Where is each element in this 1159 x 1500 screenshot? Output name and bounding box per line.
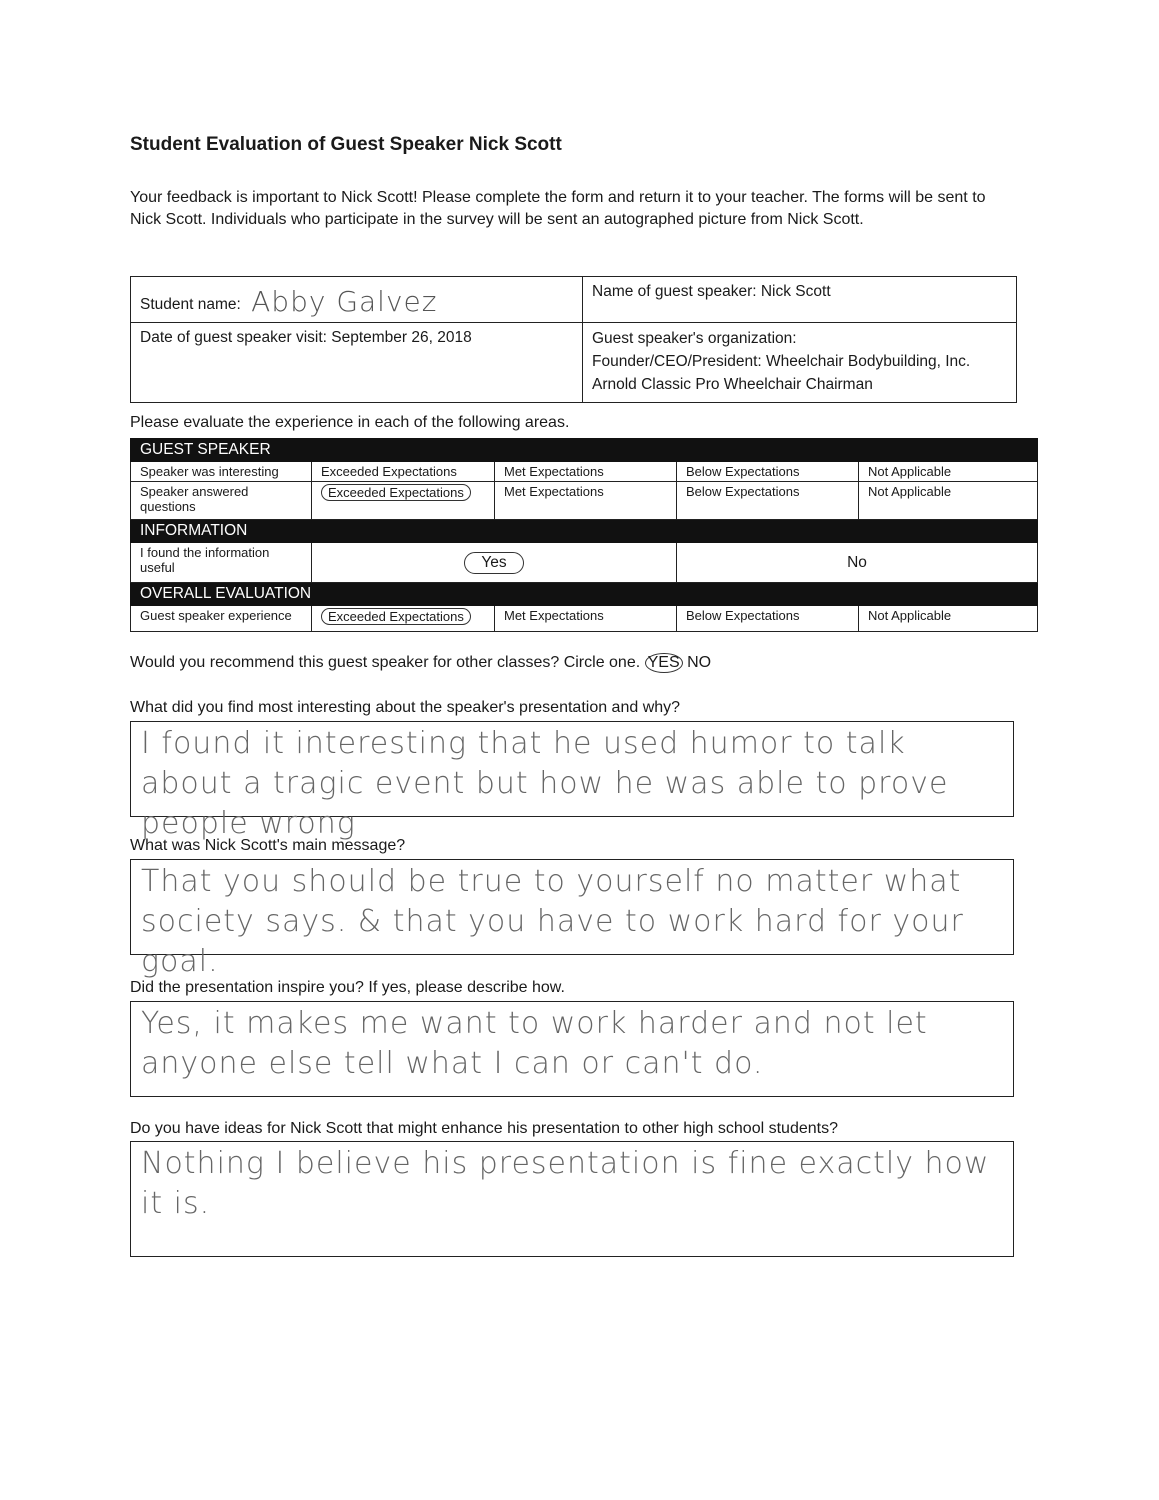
option-met[interactable]: Met Expectations — [495, 606, 677, 632]
row-label: I found the information useful — [131, 543, 312, 583]
form-title: Student Evaluation of Guest Speaker Nick Scott — [130, 134, 562, 155]
question-3: Did the presentation inspire you? If yes, please describe how. — [130, 979, 565, 996]
selected-circle: Exceeded Expectations — [321, 608, 471, 625]
organization-cell — [583, 323, 1017, 403]
organization-line2: Arnold Classic Pro Wheelchair Chairman — [592, 376, 873, 393]
student-name-cell[interactable] — [131, 277, 583, 323]
option-yes-selected[interactable] — [312, 543, 677, 583]
speaker-interesting-row — [131, 462, 1038, 482]
answer-4: Nothing I believe his presentation is fine exactly how it is. — [141, 1146, 990, 1221]
option-below[interactable]: Below Expectations — [677, 462, 859, 482]
student-name-value: Abby Galvez — [251, 285, 438, 318]
recommend-question — [130, 653, 711, 673]
evaluation-table — [130, 438, 1038, 632]
option-met[interactable]: Met Expectations — [495, 462, 677, 482]
question-2: What was Nick Scott's main message? — [130, 837, 406, 854]
visit-date-label: Date of guest speaker visit: September 26, 2018 — [140, 329, 472, 346]
student-name-label: Student name: — [140, 296, 241, 313]
option-below[interactable]: Below Expectations — [677, 482, 859, 520]
row-label: Speaker answered questions — [131, 482, 312, 520]
question-1: What did you find most interesting about the speaker's presentation and why? — [130, 699, 681, 716]
answer-box-3[interactable] — [130, 1001, 1014, 1097]
information-section-header: INFORMATION — [131, 520, 1038, 543]
answer-3: Yes, it makes me want to work harder and not let anyone else tell what I can or can't do. — [141, 1006, 928, 1081]
option-below[interactable]: Below Expectations — [677, 606, 859, 632]
yes-selected-circle: Yes — [464, 552, 523, 574]
organization-line1: Founder/CEO/President: Wheelchair Bodybuilding, Inc. — [592, 353, 971, 370]
row-label: Guest speaker experience — [131, 606, 312, 632]
option-no[interactable]: No — [677, 543, 1038, 583]
option-na[interactable]: Not Applicable — [859, 606, 1038, 632]
option-met[interactable]: Met Expectations — [495, 482, 677, 520]
option-na[interactable]: Not Applicable — [859, 482, 1038, 520]
row-label: Speaker was interesting — [131, 462, 312, 482]
guest-speaker-section-header: GUEST SPEAKER — [131, 439, 1038, 462]
option-na[interactable]: Not Applicable — [859, 462, 1038, 482]
organization-label: Guest speaker's organization: — [592, 330, 797, 347]
recommend-no[interactable]: NO — [687, 654, 712, 671]
option-exceeded-selected[interactable] — [312, 482, 495, 520]
guest-speaker-label: Name of guest speaker: Nick Scott — [592, 283, 831, 300]
selected-circle: Exceeded Expectations — [321, 484, 471, 501]
option-exceeded[interactable]: Exceeded Expectations — [312, 462, 495, 482]
form-intro: Your feedback is important to Nick Scott! Please complete the form and return it to your teacher. The forms will be sent to Nick Scott. Individuals who participate in the survey will be sent an autographed picture from Nick Scott. — [130, 189, 986, 228]
answer-1: I found it interesting that he used humor to talk about a tragic event but how he was able to prove people wrong — [141, 726, 949, 841]
option-exceeded-selected[interactable] — [312, 606, 495, 632]
evaluation-intro: Please evaluate the experience in each of the following areas. — [130, 414, 570, 431]
answer-2: That you should be true to yourself no matter what society says. & that you have to work hard for your goal. — [141, 864, 964, 979]
guest-speaker-cell — [583, 277, 1017, 323]
information-useful-row — [131, 543, 1038, 583]
answer-box-2[interactable] — [130, 859, 1014, 979]
recommend-question-text: Would you recommend this guest speaker for other classes? Circle one. — [130, 654, 641, 671]
info-table — [130, 276, 1017, 403]
answer-box-1[interactable] — [130, 721, 1014, 841]
visit-date-cell — [131, 323, 583, 403]
overall-section-header: OVERALL EVALUATION — [131, 583, 1038, 606]
recommend-yes-selected[interactable]: YES — [645, 653, 683, 673]
question-4: Do you have ideas for Nick Scott that might enhance his presentation to other high school students? — [130, 1120, 838, 1137]
answer-box-4[interactable] — [130, 1141, 1014, 1257]
speaker-answered-row — [131, 482, 1038, 520]
overall-experience-row — [131, 606, 1038, 632]
